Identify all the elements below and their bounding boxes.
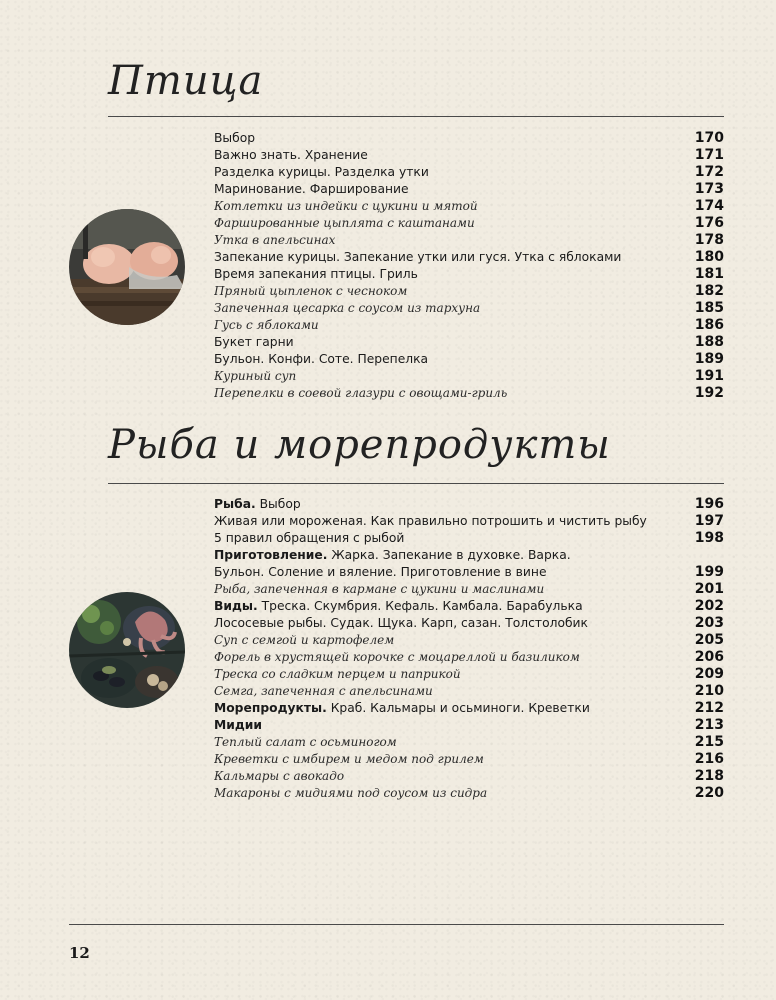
entry-page: 215 xyxy=(694,734,724,750)
entry-title: Креветки с имбирем и медом под грилем xyxy=(214,752,484,766)
entry-title: Макароны с мидиями под соусом из сидра xyxy=(214,786,488,800)
entry-title: Суп с семгой и картофелем xyxy=(214,633,395,647)
entry-page: 213 xyxy=(694,717,724,733)
entry-title: Перепелки в соевой глазури с овощами-гриль xyxy=(214,386,508,400)
entry-page: 206 xyxy=(694,649,724,665)
poultry-photo xyxy=(69,209,185,325)
toc-entry[interactable] xyxy=(214,334,724,351)
entry-page: 174 xyxy=(694,198,724,214)
entry-page: 173 xyxy=(694,181,724,197)
toc-entry[interactable] xyxy=(214,683,724,700)
toc-entry[interactable] xyxy=(214,198,724,215)
entry-page: 180 xyxy=(694,249,724,265)
section-divider-fish xyxy=(108,483,724,484)
entry-title: Фаршированные цыплята с каштанами xyxy=(214,216,475,230)
entry-title: Куриный суп xyxy=(214,369,297,383)
entry-title: Кальмары с авокадо xyxy=(214,769,345,783)
toc-entry[interactable] xyxy=(214,300,724,317)
entry-bold-lead: Рыба. xyxy=(214,497,256,511)
entry-rest: Треска. Скумбрия. Кефаль. Камбала. Барабулька xyxy=(257,599,583,613)
entry-title: Семга, запеченная с апельсинами xyxy=(214,684,433,698)
entry-title: Выбор xyxy=(214,131,256,145)
entry-title: Букет гарни xyxy=(214,335,294,349)
toc-entry[interactable] xyxy=(214,632,724,649)
entry-page: 176 xyxy=(694,215,724,231)
entry-title xyxy=(214,700,590,717)
entry-title: Треска со сладким перцем и паприкой xyxy=(214,667,461,681)
entry-title: Важно знать. Хранение xyxy=(214,148,368,162)
entry-page: 220 xyxy=(694,785,724,801)
entry-rest: Жарка. Запекание в духовке. Варка. xyxy=(327,548,571,562)
toc-entry[interactable] xyxy=(214,351,724,368)
toc-entry[interactable] xyxy=(214,164,724,181)
toc-entry[interactable] xyxy=(214,649,724,666)
entry-page: 171 xyxy=(694,147,724,163)
section-divider-poultry xyxy=(108,116,724,117)
entry-title: Живая или мороженая. Как правильно потрошить и чистить рыбу xyxy=(214,514,647,528)
entry-title: Запекание курицы. Запекание утки или гуся. Утка с яблоками xyxy=(214,250,622,264)
toc-fish xyxy=(214,496,724,802)
entry-title: Форель в хрустящей корочке с моцареллой и базиликом xyxy=(214,650,580,664)
entry-title: Разделка курицы. Разделка утки xyxy=(214,165,429,179)
entry-page: 196 xyxy=(694,496,724,512)
toc-entry[interactable] xyxy=(214,513,724,530)
entry-page: 201 xyxy=(694,581,724,597)
toc-entry[interactable] xyxy=(214,785,724,802)
toc-entry[interactable] xyxy=(214,581,724,598)
entry-title: Время запекания птицы. Гриль xyxy=(214,267,418,281)
toc-entry[interactable] xyxy=(214,130,724,147)
toc-entry[interactable] xyxy=(214,496,724,513)
entry-page: 189 xyxy=(694,351,724,367)
toc-entry[interactable] xyxy=(214,385,724,402)
entry-page: 210 xyxy=(694,683,724,699)
entry-title: 5 правил обращения с рыбой xyxy=(214,531,405,545)
entry-page: 186 xyxy=(694,317,724,333)
toc-entry[interactable] xyxy=(214,266,724,283)
entry-page: 216 xyxy=(694,751,724,767)
toc-entry[interactable] xyxy=(214,368,724,385)
toc-entry[interactable] xyxy=(214,547,724,564)
entry-page: 205 xyxy=(694,632,724,648)
toc-entry[interactable] xyxy=(214,215,724,232)
toc-entry[interactable] xyxy=(214,317,724,334)
toc-entry[interactable] xyxy=(214,232,724,249)
toc-entry[interactable] xyxy=(214,181,724,198)
section-title-poultry: Птица xyxy=(108,58,264,104)
entry-page: 188 xyxy=(694,334,724,350)
entry-title: Бульон. Конфи. Соте. Перепелка xyxy=(214,352,429,366)
footer-divider xyxy=(69,924,724,925)
entry-page: 191 xyxy=(694,368,724,384)
entry-page: 197 xyxy=(694,513,724,529)
entry-title: Маринование. Фаршированиe xyxy=(214,182,409,196)
entry-bold-lead: Морепродукты. xyxy=(214,701,327,715)
entry-page: 181 xyxy=(694,266,724,282)
entry-title xyxy=(214,547,571,564)
toc-entry[interactable] xyxy=(214,615,724,632)
entry-page: 203 xyxy=(694,615,724,631)
toc-poultry xyxy=(214,130,724,402)
entry-title: Теплый салат с осьминогом xyxy=(214,735,397,749)
entry-title: Запеченная цесарка с соусом из тархуна xyxy=(214,301,481,315)
entry-title: Рыба, запеченная в кармане с цукини и маслинами xyxy=(214,582,545,596)
entry-bold-lead: Приготовление. xyxy=(214,548,328,562)
entry-page: 209 xyxy=(694,666,724,682)
entry-title xyxy=(214,598,583,615)
entry-title: Гусь с яблоками xyxy=(214,318,319,332)
entry-page: 185 xyxy=(694,300,724,316)
entry-rest: Краб. Кальмары и осьминоги. Креветки xyxy=(326,701,590,715)
seafood-photo xyxy=(69,592,185,708)
toc-entry[interactable] xyxy=(214,768,724,785)
toc-entry[interactable] xyxy=(214,734,724,751)
entry-rest: Выбор xyxy=(255,497,301,511)
entry-title: Мидии xyxy=(214,718,263,732)
entry-page: 199 xyxy=(694,564,724,580)
entry-page: 182 xyxy=(694,283,724,299)
entry-title xyxy=(214,496,301,513)
entry-page: 218 xyxy=(694,768,724,784)
entry-page: 202 xyxy=(694,598,724,614)
toc-entry[interactable] xyxy=(214,249,724,266)
toc-entry[interactable] xyxy=(214,530,724,547)
entry-page: 192 xyxy=(694,385,724,401)
toc-entry[interactable] xyxy=(214,564,724,581)
toc-entry[interactable] xyxy=(214,666,724,683)
toc-entry[interactable] xyxy=(214,147,724,164)
toc-entry[interactable] xyxy=(214,700,724,717)
toc-entry[interactable] xyxy=(214,283,724,300)
entry-title: Бульон. Соление и вяление. Приготовление в вине xyxy=(214,565,547,579)
section-title-fish: Рыба и морепродукты xyxy=(108,422,611,468)
entry-page: 212 xyxy=(694,700,724,716)
entry-title: Лососевые рыбы. Судак. Щука. Карп, сазан. Толстолобик xyxy=(214,616,588,630)
entry-page: 198 xyxy=(694,530,724,546)
toc-entry[interactable] xyxy=(214,717,724,734)
entry-title: Утка в апельсинах xyxy=(214,233,336,247)
entry-page: 170 xyxy=(694,130,724,146)
entry-page: 178 xyxy=(694,232,724,248)
entry-title: Котлетки из индейки с цукини и мятой xyxy=(214,199,478,213)
entry-bold-lead: Виды. xyxy=(214,599,258,613)
entry-title: Пряный цыпленок с чесноком xyxy=(214,284,408,298)
toc-entry[interactable] xyxy=(214,751,724,768)
entry-page: 172 xyxy=(694,164,724,180)
toc-entry[interactable] xyxy=(214,598,724,615)
page-number: 12 xyxy=(69,944,90,962)
